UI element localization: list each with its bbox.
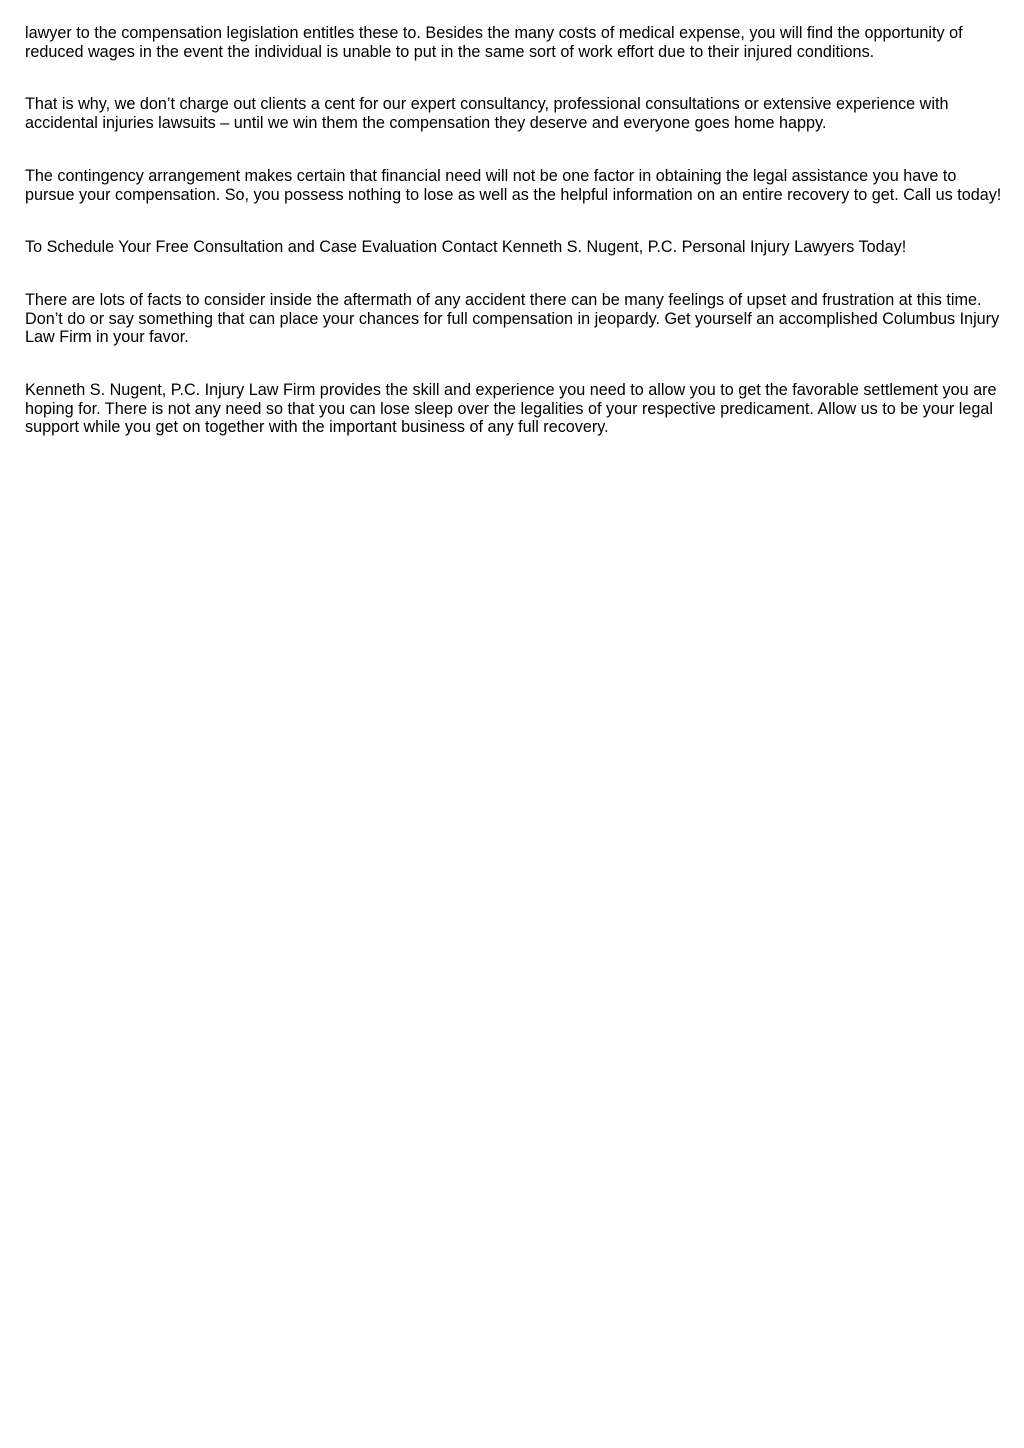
paragraph-aftermath: There are lots of facts to consider inside the aftermath of any accident there can be many feelings of upset and frustration at this time. Don’t do or say something that can place your chances for full compensation in jeopardy. Get yourself an accomplished Columbus Injury Law Firm in your favor.: [25, 290, 1000, 347]
document-page: [25, 24, 1003, 471]
paragraph-schedule-consultation: To Schedule Your Free Consultation and Case Evaluation Contact Kenneth S. Nugent, P.C. Personal Injury Lawyers Today!: [25, 238, 907, 257]
paragraph-law-firm: Kenneth S. Nugent, P.C. Injury Law Firm provides the skill and experience you need to allow you to get the favorable settlement you are hoping for. There is not any need so that you can lose sleep over the legalities of your respective predicament. Allow us to be your legal support while you get on together with the important business of any full recovery.: [25, 381, 997, 437]
paragraph-no-charge: That is why, we don’t charge out clients a cent for our expert consultancy, professional consultations or extensive experience with accidental injuries lawsuits – until we win them the compensation they deserve and everyone goes home happy.: [25, 95, 949, 133]
paragraph-contingency: The contingency arrangement makes certain that financial need will not be one factor in obtaining the legal assistance you have to pursue your compensation. So, you possess nothing to lose as well as the helpful information on an entire recovery to get. Call us today!: [25, 166, 1002, 204]
paragraph-compensation-costs: lawyer to the compensation legislation entitles these to. Besides the many costs of medical expense, you will find the opportunity of reduced wages in the event the individual is unable to put in the same sort of work effort due to their injured conditions.: [25, 24, 963, 61]
